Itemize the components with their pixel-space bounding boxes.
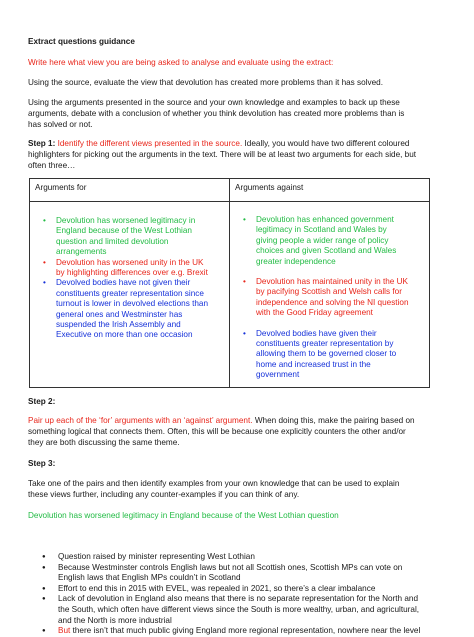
arg-for-item <box>30 216 229 258</box>
step1-line-3: often three… <box>28 161 76 170</box>
arguments-against-list <box>230 215 429 381</box>
step1-rest: Ideally, you would have two different coloured <box>244 139 410 148</box>
args-line-3: has solved or not. <box>28 120 93 129</box>
arg-against-line: allowing them to be governed closer to <box>256 349 397 359</box>
arg-for-line: constituents greater representation since <box>56 288 204 298</box>
arg-against-item <box>230 215 429 267</box>
arg-against-line: giving people a wider range of policy <box>256 235 389 245</box>
example-but-word: But <box>58 626 71 636</box>
arg-for-line: • Devolved bodies have not given their <box>56 278 191 288</box>
step3-label: Step 3: <box>28 459 56 468</box>
arg-for-line: turnout is lower in devolved elections than <box>56 299 209 309</box>
arg-against-item <box>230 277 429 319</box>
example-item <box>40 584 452 595</box>
step1-highlight: Identify the different views presented in the source. <box>57 139 243 148</box>
examples-list <box>40 552 452 637</box>
arg-against-line: constituents greater representation by <box>256 339 394 349</box>
arguments-table <box>29 178 430 388</box>
example-line <box>58 626 452 637</box>
example-line: ● Because Westminster controls English laws but not all Scottish ones, Scottish MPs can vote on <box>58 562 403 572</box>
example-heading: Devolution has worsened legitimacy in England because of the West Lothian question <box>28 511 339 520</box>
step2-paragraph <box>28 415 444 448</box>
arg-for-line: Executive on more than one occasion <box>56 330 193 340</box>
example-line: English laws that English MPs couldn’t in Scotland <box>58 573 241 583</box>
step3-paragraph <box>28 478 444 500</box>
arg-for-line: arrangements <box>56 247 107 257</box>
example-line: ● Question raised by minister representing West Lothian <box>58 552 255 561</box>
header-for: Arguments for <box>30 179 230 202</box>
arg-for-line: • Devolution has worsened legitimacy in <box>56 216 196 225</box>
arg-against-line: home and increased trust in the <box>256 359 371 369</box>
arg-against-line: legitimacy in Scotland and Wales by <box>256 225 387 235</box>
step1-paragraph <box>28 138 444 171</box>
step2-highlight: Pair up each of the ‘for’ arguments with an ‘against’ argument. <box>28 416 253 425</box>
arguments-against-cell <box>230 202 430 388</box>
step3-line-2: these views further, including any counter-examples if you can think of any. <box>28 490 300 499</box>
example-line-text: there isn’t that much public giving England more regional representation, nowhere near the level <box>72 626 421 636</box>
example-item <box>40 563 452 584</box>
arg-for-line: England because of the West Lothian <box>56 226 192 236</box>
doc-title: Extract questions guidance <box>28 37 135 46</box>
arg-against-line: government <box>256 370 300 380</box>
step1-label: Step 1: <box>28 139 56 148</box>
arg-for-line: • Devolution has worsened unity in the UK <box>56 257 204 267</box>
example-line: the South, which often have different views since the South is more wealthy, urban, and agricultural, <box>58 604 420 614</box>
example-item <box>40 552 452 563</box>
example-line: ● Lack of devolution in England also means that there is no separate representation for the North and <box>58 594 419 604</box>
instruction-text: Write here what view you are being asked to analyse and evaluate using the extract: <box>28 58 334 67</box>
step2-line-3: they are both discussing the same theme. <box>28 438 180 447</box>
step2-label: Step 2: <box>28 397 56 406</box>
arg-for-line: by highlighting differences over e.g. Brexit <box>56 268 208 278</box>
step3-line-1: Take one of the pairs and then identify examples from your own knowledge that can be used to explain <box>28 479 400 488</box>
example-item <box>40 594 452 626</box>
arg-for-line: general ones and Westminster has <box>56 309 183 319</box>
arguments-for-cell <box>30 202 230 388</box>
arg-against-line: independence and solving the NI question <box>256 297 409 307</box>
args-line-2: arguments, debate with a conclusion of whether you think devolution has created more problems than is <box>28 109 405 118</box>
arg-against-line: • Devolved bodies have given their <box>256 328 377 338</box>
arg-against-line: • Devolution has maintained unity in the UK <box>256 277 409 287</box>
example-line: ● Effort to end this in 2015 with EVEL, was repealed in 2021, so there’s a clear imbalance <box>58 583 376 593</box>
arg-against-line: by pacifying Scottish and Welsh calls for <box>256 287 402 297</box>
args-line-1: Using the arguments presented in the source and your own knowledge and examples to back up these <box>28 98 400 107</box>
arg-against-line: • Devolution has enhanced government <box>256 215 394 224</box>
arg-for-item <box>30 258 229 279</box>
arg-against-line: greater independence <box>256 256 336 266</box>
example-line: and the North is more industrial <box>58 615 172 625</box>
arg-against-item <box>230 329 429 381</box>
header-against: Arguments against <box>230 179 430 202</box>
arguments-for-list <box>30 216 229 341</box>
arg-against-line: choices and given Scotland and Wales <box>256 246 397 256</box>
arg-against-line: with the Good Friday agreement <box>256 308 373 318</box>
example-item <box>40 626 452 637</box>
step2-line-2: something logical that connects them. Often, this will be because one explicitly counters the other and/or <box>28 427 406 436</box>
args-paragraph <box>28 97 444 130</box>
arg-for-line: question and limited devolution <box>56 236 169 246</box>
question-text: Using the source, evaluate the view that devolution has created more problems than it has solved. <box>28 78 383 87</box>
arg-for-line: suspended the Irish Assembly and <box>56 320 181 330</box>
step1-line-2: highlighters for picking out the arguments in the text. There will be at least two arguments for each side, but <box>28 150 417 159</box>
step2-rest: When doing this, make the pairing based on <box>254 416 415 425</box>
arg-for-item <box>30 278 229 340</box>
